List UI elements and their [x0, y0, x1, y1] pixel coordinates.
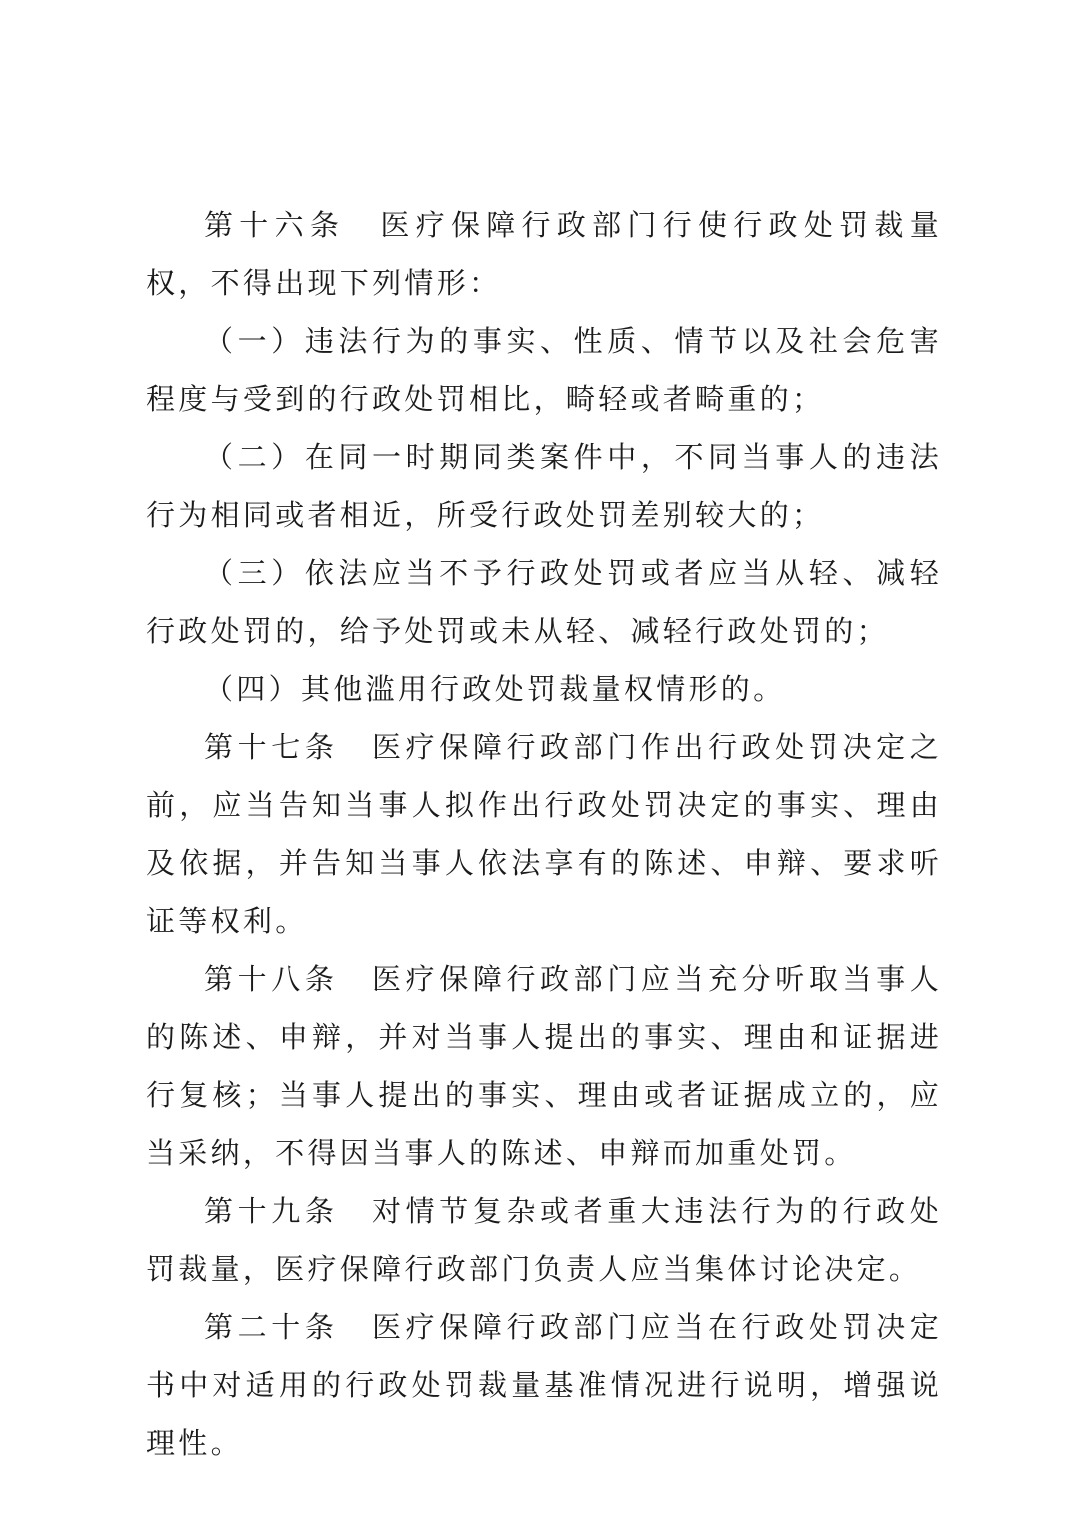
article-19-paragraph: 第十九条 对情节复杂或者重大违法行为的行政处罚裁量，医疗保障行政部门负责人应当集体讨论决定。: [146, 1194, 942, 1286]
article-16-paragraph: 第十六条 医疗保障行政部门行使行政处罚裁量权，不得出现下列情形：: [146, 208, 942, 300]
article-18-paragraph: 第十八条 医疗保障行政部门应当充分听取当事人的陈述、申辩，并对当事人提出的事实、理由和证据进行复核；当事人提出的事实、理由或者证据成立的，应当采纳，不得因当事人的陈述、申辩而加重处罚。: [146, 962, 942, 1170]
article-16-item-3: （三）依法应当不予行政处罚或者应当从轻、减轻行政处罚的，给予处罚或未从轻、减轻行政处罚的；: [146, 556, 942, 648]
article-17-paragraph: 第十七条 医疗保障行政部门作出行政处罚决定之前，应当告知当事人拟作出行政处罚决定的事实、理由及依据，并告知当事人依法享有的陈述、申辩、要求听证等权利。: [146, 730, 942, 938]
article-16-item-1: （一）违法行为的事实、性质、情节以及社会危害程度与受到的行政处罚相比，畸轻或者畸重的；: [146, 324, 942, 416]
document-body: [146, 196, 942, 1472]
article-20-paragraph: 第二十条 医疗保障行政部门应当在行政处罚决定书中对适用的行政处罚裁量基准情况进行说明，增强说理性。: [146, 1310, 942, 1460]
article-16-item-2: （二）在同一时期同类案件中，不同当事人的违法行为相同或者相近，所受行政处罚差别较大的；: [146, 440, 942, 532]
article-16-item-4: （四）其他滥用行政处罚裁量权情形的。: [204, 672, 786, 706]
